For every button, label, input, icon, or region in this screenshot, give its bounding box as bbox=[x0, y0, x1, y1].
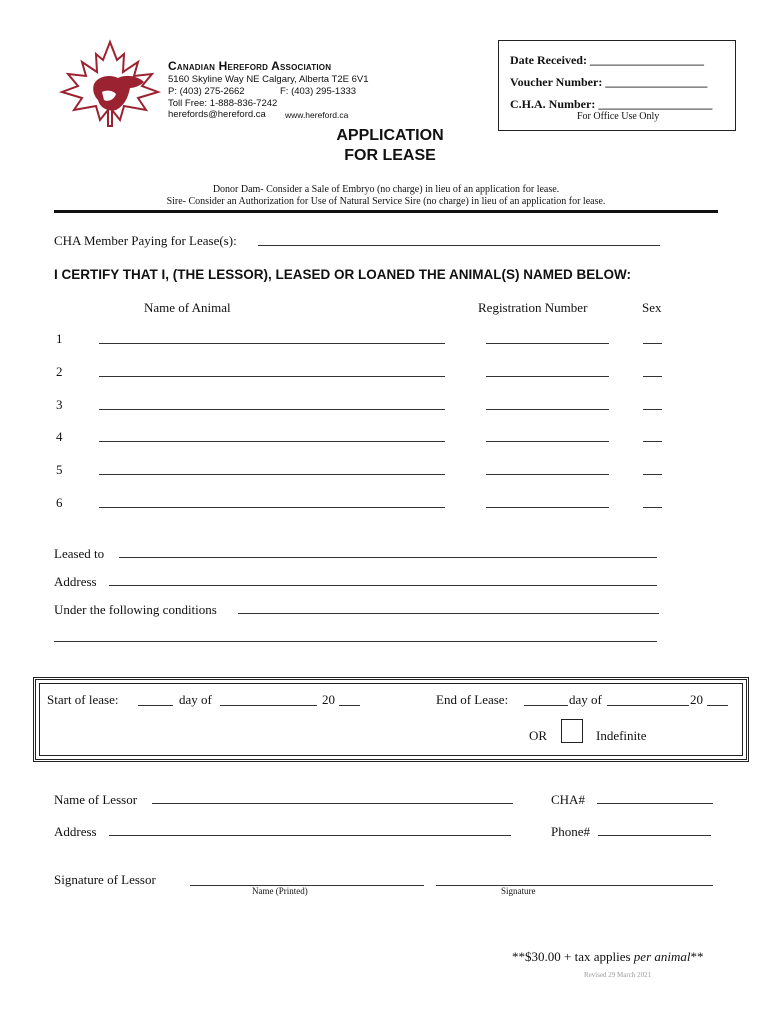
registration-input[interactable] bbox=[486, 507, 609, 508]
row-number: 6 bbox=[56, 495, 63, 510]
indefinite-checkbox[interactable] bbox=[561, 719, 583, 743]
registration-input[interactable] bbox=[486, 474, 609, 475]
leased-to-label: Leased to bbox=[54, 546, 105, 561]
fee-note bbox=[512, 949, 704, 965]
fee-note-a: **$30.00 + tax applies bbox=[512, 949, 634, 964]
sex-input[interactable] bbox=[643, 441, 662, 442]
org-email: herefords@hereford.ca bbox=[168, 109, 266, 120]
registration-input[interactable] bbox=[486, 441, 609, 442]
member-paying-input[interactable] bbox=[258, 245, 660, 246]
animal-name-input[interactable] bbox=[99, 441, 445, 442]
conditions-label: Under the following conditions bbox=[54, 602, 217, 617]
start-day-input[interactable] bbox=[138, 705, 173, 706]
fee-note-c: ** bbox=[690, 949, 704, 964]
date-received-field[interactable]: Date Received: ___________________ bbox=[510, 53, 704, 67]
sire-note: Sire- Consider an Authorization for Use of Natural Service Sire (no charge) in lieu of an application for lease. bbox=[166, 196, 606, 207]
lessor-name-label: Name of Lessor bbox=[54, 792, 138, 807]
row-number: 3 bbox=[56, 397, 63, 412]
col-header-name: Name of Animal bbox=[144, 300, 231, 315]
fee-note-per-animal: per animal bbox=[633, 949, 691, 964]
org-web: www.hereford.ca bbox=[285, 110, 349, 120]
lessor-name-input[interactable] bbox=[152, 803, 513, 804]
org-phone: P: (403) 275-2662 bbox=[168, 86, 245, 97]
start-year-input[interactable] bbox=[339, 705, 360, 706]
voucher-number-field[interactable]: Voucher Number: _________________ bbox=[510, 75, 708, 89]
lessor-cha-label: CHA# bbox=[551, 792, 585, 807]
start-year-label: 20 bbox=[322, 692, 335, 707]
sex-input[interactable] bbox=[643, 343, 662, 344]
page-title bbox=[300, 126, 480, 166]
name-printed-caption: Name (Printed) bbox=[252, 886, 308, 896]
animal-name-input[interactable] bbox=[99, 343, 445, 344]
start-of-lease-label: Start of lease: bbox=[47, 692, 119, 707]
sex-input[interactable] bbox=[643, 376, 662, 377]
registration-input[interactable] bbox=[486, 409, 609, 410]
sex-input[interactable] bbox=[643, 474, 662, 475]
revised-date: Revised 29 March 2021 bbox=[584, 971, 652, 979]
org-toll-free: Toll Free: 1-888-836-7242 bbox=[168, 98, 278, 109]
or-label: OR bbox=[529, 728, 548, 743]
row-number: 5 bbox=[56, 462, 63, 477]
lease-period-box bbox=[33, 677, 749, 762]
org-address: 5160 Skyline Way NE Calgary, Alberta T2E 6V1 bbox=[168, 74, 369, 85]
divider-rule bbox=[54, 210, 718, 213]
lessor-phone-label: Phone# bbox=[551, 824, 590, 839]
donor-note: Donor Dam- Consider a Sale of Embryo (no charge) in lieu of an application for lease. bbox=[212, 184, 560, 195]
title-line-1: APPLICATION bbox=[336, 127, 444, 144]
end-of-lease-label: End of Lease: bbox=[436, 692, 509, 707]
org-name: Canadian Hereford Association bbox=[168, 59, 332, 73]
end-year-label: 20 bbox=[690, 692, 703, 707]
end-year-input[interactable] bbox=[707, 705, 728, 706]
row-number: 4 bbox=[56, 429, 63, 444]
lessor-cha-input[interactable] bbox=[597, 803, 713, 804]
lessor-address-input[interactable] bbox=[109, 835, 511, 836]
maple-leaf-logo bbox=[54, 40, 166, 126]
col-header-registration: Registration Number bbox=[478, 300, 588, 315]
address-input[interactable] bbox=[109, 585, 657, 586]
cha-number-field[interactable]: C.H.A. Number: ___________________ bbox=[510, 97, 713, 111]
conditions-input[interactable] bbox=[238, 613, 659, 614]
col-header-sex: Sex bbox=[642, 300, 662, 315]
animal-name-input[interactable] bbox=[99, 507, 445, 508]
sex-input[interactable] bbox=[643, 507, 662, 508]
lessor-signature-input[interactable] bbox=[436, 885, 713, 886]
title-line-2: FOR LEASE bbox=[344, 147, 436, 164]
animal-name-input[interactable] bbox=[99, 474, 445, 475]
lessor-address-label: Address bbox=[54, 824, 97, 839]
leased-to-input[interactable] bbox=[119, 557, 657, 558]
indefinite-label: Indefinite bbox=[596, 728, 647, 743]
conditions-input-2[interactable] bbox=[54, 641, 657, 642]
signature-caption: Signature bbox=[501, 886, 536, 896]
start-day-of-label: day of bbox=[179, 692, 212, 707]
signature-of-lessor-label: Signature of Lessor bbox=[54, 872, 156, 887]
end-day-input[interactable] bbox=[524, 705, 568, 706]
certify-statement: I CERTIFY THAT I, (THE LESSOR), LEASED OR LOANED THE ANIMAL(S) NAMED BELOW: bbox=[54, 267, 631, 282]
address-label: Address bbox=[54, 574, 97, 589]
animal-name-input[interactable] bbox=[99, 409, 445, 410]
animal-name-input[interactable] bbox=[99, 376, 445, 377]
end-month-input[interactable] bbox=[607, 705, 689, 706]
lessor-phone-input[interactable] bbox=[598, 835, 711, 836]
member-paying-label: CHA Member Paying for Lease(s): bbox=[54, 233, 237, 248]
row-number: 1 bbox=[56, 331, 63, 346]
registration-input[interactable] bbox=[486, 376, 609, 377]
registration-input[interactable] bbox=[486, 343, 609, 344]
sex-input[interactable] bbox=[643, 409, 662, 410]
start-month-input[interactable] bbox=[220, 705, 317, 706]
row-number: 2 bbox=[56, 364, 63, 379]
office-use-note: For Office Use Only bbox=[577, 111, 660, 122]
end-day-of-label: day of bbox=[569, 692, 602, 707]
org-fax: F: (403) 295-1333 bbox=[280, 86, 357, 97]
